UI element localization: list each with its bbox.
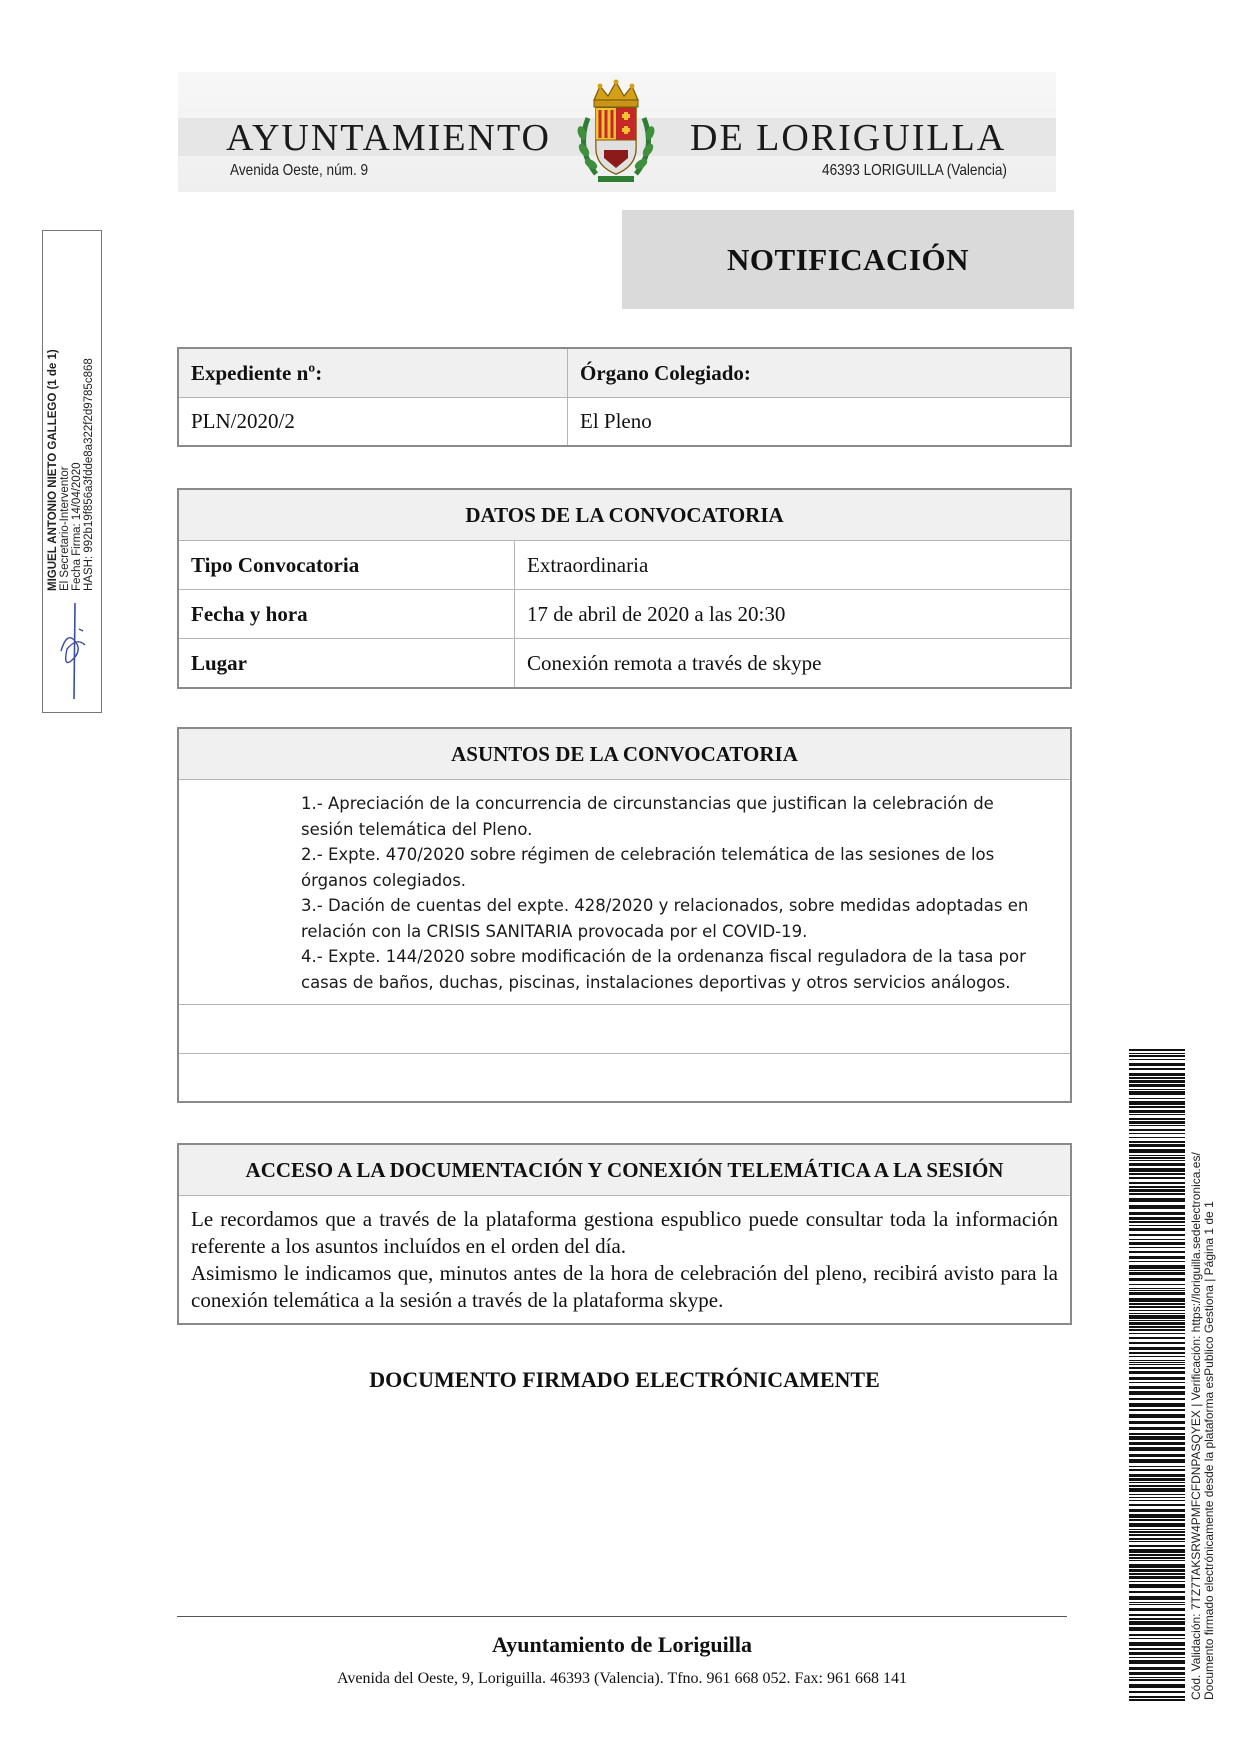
validation-line: Documento firmado electrónicamente desde la plataforma esPublico Gestiona | Página 1 de 1 bbox=[1202, 1201, 1216, 1700]
barcode-bar bbox=[1129, 1080, 1185, 1083]
barcode-bar bbox=[1129, 1242, 1185, 1245]
handwritten-signature-icon bbox=[53, 601, 93, 701]
barcode-bar bbox=[1129, 1371, 1185, 1374]
header-title-left: AYUNTAMIENTO bbox=[226, 117, 551, 159]
barcode-bar bbox=[1129, 1077, 1185, 1079]
barcode-bar bbox=[1129, 1091, 1185, 1095]
barcode-bar bbox=[1129, 1367, 1185, 1369]
asuntos-line: 3.- Dación de cuentas del expte. 428/2020 y relacionados, sobre medidas adoptadas en bbox=[301, 896, 1029, 915]
barcode-bar bbox=[1129, 1110, 1185, 1113]
barcode-bar bbox=[1129, 1602, 1185, 1603]
barcode-bar bbox=[1129, 1466, 1185, 1467]
barcode-bar bbox=[1129, 1469, 1185, 1471]
coat-of-arms-icon bbox=[566, 78, 666, 188]
barcode-bar bbox=[1129, 1205, 1185, 1209]
barcode-bar bbox=[1129, 1409, 1185, 1411]
asuntos-header-row bbox=[179, 729, 1070, 779]
barcode-bar bbox=[1129, 1342, 1185, 1344]
barcode-bar bbox=[1129, 1326, 1185, 1328]
barcode-bar bbox=[1129, 1217, 1185, 1220]
barcode-bar bbox=[1129, 1403, 1185, 1407]
barcode-bar bbox=[1129, 1667, 1185, 1670]
acceso-header-row bbox=[179, 1145, 1070, 1195]
barcode-bar bbox=[1129, 1573, 1185, 1575]
asuntos-line: casas de baños, duchas, piscinas, instalaciones deportivas y otros servicios análogos. bbox=[301, 972, 1011, 992]
barcode-bar bbox=[1129, 1068, 1185, 1070]
barcode-bar bbox=[1129, 1352, 1185, 1354]
stamp-line: HASH: 992b19f856a3fdde8a322f2d9785c868 bbox=[83, 358, 95, 591]
barcode-bar bbox=[1129, 1320, 1185, 1321]
organo-value: El Pleno bbox=[567, 398, 1070, 445]
barcode-bar bbox=[1129, 1364, 1185, 1365]
barcode-bar bbox=[1129, 1055, 1185, 1057]
barcode-bar bbox=[1129, 1121, 1185, 1124]
signature-stamp-text bbox=[47, 251, 95, 591]
barcode-bar bbox=[1129, 1089, 1185, 1090]
barcode-bar bbox=[1129, 1053, 1185, 1054]
barcode-bar bbox=[1129, 1098, 1185, 1099]
barcode-bar bbox=[1129, 1084, 1185, 1087]
datos-table bbox=[177, 488, 1072, 689]
barcode-bar bbox=[1129, 1168, 1185, 1172]
barcode-bar bbox=[1129, 1519, 1185, 1521]
barcode-bar bbox=[1129, 1177, 1185, 1179]
row-label: Tipo Convocatoria bbox=[191, 552, 360, 577]
barcode-bar bbox=[1129, 1221, 1185, 1223]
barcode-bar bbox=[1129, 1500, 1185, 1501]
barcode-bar bbox=[1129, 1182, 1185, 1184]
stamp-line: Fecha Firma: 14/04/2020 bbox=[71, 462, 83, 591]
barcode-bar bbox=[1129, 1265, 1185, 1269]
barcode-bar bbox=[1129, 1504, 1185, 1506]
barcode-bar bbox=[1129, 1478, 1185, 1481]
stamp-line: MIGUEL ANTONIO NIETO GALLEGO (1 de 1) bbox=[47, 349, 59, 591]
barcode-bar bbox=[1129, 1538, 1185, 1540]
asuntos-line: sesión telemática del Pleno. bbox=[301, 819, 533, 839]
barcode-bar bbox=[1129, 1614, 1185, 1616]
barcode-bar bbox=[1129, 1627, 1185, 1631]
barcode-bar bbox=[1129, 1186, 1185, 1188]
barcode-bar bbox=[1129, 1554, 1185, 1556]
barcode-bar bbox=[1129, 1684, 1185, 1688]
row-value: 17 de abril de 2020 a las 20:30 bbox=[514, 590, 1070, 638]
barcode-bar bbox=[1129, 1137, 1185, 1138]
barcode-bar bbox=[1129, 1581, 1185, 1582]
acceso-table bbox=[177, 1143, 1072, 1325]
barcode-bar bbox=[1129, 1576, 1185, 1579]
organo-label: Órgano Colegiado: bbox=[567, 349, 1070, 397]
barcode-bar bbox=[1129, 1377, 1185, 1380]
barcode-bar bbox=[1129, 1315, 1185, 1319]
barcode-bar bbox=[1129, 1251, 1185, 1253]
barcode-bar bbox=[1129, 1433, 1185, 1435]
barcode-bar bbox=[1129, 1648, 1185, 1650]
barcode-bar bbox=[1129, 1386, 1185, 1389]
barcode-bar bbox=[1129, 1313, 1185, 1314]
barcode-bar bbox=[1129, 1604, 1185, 1605]
barcode-bar bbox=[1129, 1333, 1185, 1334]
barcode-bar bbox=[1129, 1144, 1185, 1147]
barcode-bar bbox=[1129, 1360, 1185, 1361]
barcode-bar bbox=[1129, 1247, 1185, 1248]
barcode-bar bbox=[1129, 1239, 1185, 1240]
barcode-bar bbox=[1129, 1398, 1185, 1400]
barcode-bar bbox=[1129, 1270, 1185, 1271]
barcode-bar bbox=[1129, 1329, 1185, 1331]
barcode-bar bbox=[1129, 1347, 1185, 1350]
barcode-bar bbox=[1129, 1414, 1185, 1418]
barcode-bar bbox=[1129, 1497, 1185, 1498]
barcode-bar bbox=[1129, 1564, 1185, 1568]
expediente-table bbox=[177, 347, 1072, 447]
barcode-bar bbox=[1129, 1660, 1185, 1664]
barcode-bar bbox=[1129, 1118, 1185, 1120]
header-address-left: Avenida Oeste, núm. 9 bbox=[230, 162, 369, 179]
barcode-bar bbox=[1129, 1696, 1185, 1698]
barcode-bar bbox=[1129, 1234, 1185, 1236]
barcode-bar bbox=[1129, 1306, 1185, 1308]
barcode-bar bbox=[1129, 1141, 1185, 1143]
barcode-bar bbox=[1129, 1436, 1185, 1440]
barcode-bar bbox=[1129, 1474, 1185, 1477]
validation-line: Cód. Validación: 7TZ7TAKSRW4PMFCFDNPASQYEX | Verificación: https://loriguilla.sedelectronica.es/ bbox=[1189, 1152, 1203, 1700]
acceso-paragraph: Asimismo le indicamos que, minutos antes de la hora de celebración del pleno, recibirá avisto para la conexión telemática a la sesión a través de la plataforma skype. bbox=[191, 1261, 1058, 1312]
barcode-bar bbox=[1129, 1509, 1185, 1512]
barcode-bar bbox=[1129, 1212, 1185, 1215]
validation-text bbox=[1190, 1100, 1216, 1700]
datos-title: DATOS DE LA CONVOCATORIA bbox=[465, 502, 784, 527]
barcode-bar bbox=[1129, 1198, 1185, 1202]
barcode-bar bbox=[1129, 1125, 1185, 1126]
barcode-bar bbox=[1129, 1228, 1185, 1231]
row-label: Fecha y hora bbox=[191, 601, 308, 626]
barcode-bar bbox=[1129, 1163, 1185, 1166]
empty-row bbox=[179, 1004, 1070, 1053]
row-value: Extraordinaria bbox=[514, 541, 1070, 589]
barcode-bar bbox=[1129, 1310, 1185, 1311]
barcode-bar bbox=[1129, 1427, 1185, 1430]
barcode-bar bbox=[1129, 1362, 1185, 1363]
asuntos-table bbox=[177, 727, 1072, 1103]
asuntos-line: 1.- Apreciación de la concurrencia de circunstancias que justifican la celebración de bbox=[301, 794, 994, 813]
barcode-bar bbox=[1129, 1454, 1185, 1457]
expediente-value-row bbox=[179, 397, 1070, 445]
barcode-bar bbox=[1129, 1672, 1185, 1675]
expediente-header-row bbox=[179, 349, 1070, 397]
header-address-right: 46393 LORIGUILLA (Valencia) bbox=[822, 162, 1007, 179]
table-row bbox=[179, 638, 1070, 687]
barcode-bar bbox=[1129, 1549, 1185, 1553]
barcode-bar bbox=[1129, 1545, 1185, 1547]
barcode-bar bbox=[1129, 1677, 1185, 1678]
barcode-bar bbox=[1129, 1638, 1185, 1639]
barcode-bar bbox=[1129, 1049, 1185, 1051]
barcode-bar bbox=[1129, 1494, 1185, 1495]
asuntos-title: ASUNTOS DE LA CONVOCATORIA bbox=[451, 741, 798, 766]
barcode-bar bbox=[1129, 1149, 1185, 1153]
barcode-bar bbox=[1129, 1447, 1185, 1451]
footer-address: Avenida del Oeste, 9, Loriguilla. 46393 (Valencia). Tfno. 961 668 052. Fax: 961 668 141 bbox=[337, 1670, 907, 1687]
barcode-bar bbox=[1129, 1531, 1185, 1533]
barcode-bar bbox=[1129, 1596, 1185, 1600]
barcode-bar bbox=[1129, 1173, 1185, 1175]
barcode-bar bbox=[1129, 1298, 1185, 1302]
barcode-bar bbox=[1129, 1557, 1185, 1559]
barcode-bar bbox=[1129, 1621, 1185, 1625]
signed-notice: DOCUMENTO FIRMADO ELECTRÓNICAMENTE bbox=[369, 1367, 880, 1392]
barcode-bar bbox=[1129, 1290, 1185, 1291]
barcode-icon bbox=[1129, 1049, 1185, 1701]
barcode-bar bbox=[1129, 1337, 1185, 1339]
footer-divider bbox=[177, 1616, 1067, 1617]
header-title-right: DE LORIGUILLA bbox=[690, 117, 1007, 159]
barcode-bar bbox=[1129, 1284, 1185, 1285]
empty-row bbox=[179, 1053, 1070, 1101]
barcode-bar bbox=[1129, 1261, 1185, 1262]
barcode-bar bbox=[1129, 1288, 1185, 1289]
datos-header-row bbox=[179, 490, 1070, 540]
barcode-bar bbox=[1129, 1155, 1185, 1156]
barcode-bar bbox=[1129, 1482, 1185, 1483]
barcode-bar bbox=[1129, 1133, 1185, 1134]
barcode-bar bbox=[1129, 1256, 1185, 1259]
barcode-bar bbox=[1129, 1634, 1185, 1636]
acceso-body bbox=[179, 1195, 1070, 1323]
asuntos-line: 2.- Expte. 470/2020 sobre régimen de celebración telemática de las sesiones de los bbox=[301, 845, 995, 864]
barcode-bar bbox=[1129, 1523, 1185, 1527]
barcode-bar bbox=[1129, 1193, 1185, 1195]
barcode-bar bbox=[1129, 1421, 1185, 1424]
barcode-bar bbox=[1129, 1278, 1185, 1281]
barcode-bar bbox=[1129, 1101, 1185, 1105]
barcode-bar bbox=[1129, 1652, 1185, 1655]
asuntos-line: relación con la CRISIS SANITARIA provocada por el COVID-19. bbox=[301, 921, 808, 941]
barcode-bar bbox=[1129, 1591, 1185, 1593]
table-row bbox=[179, 540, 1070, 589]
barcode-bar bbox=[1129, 1534, 1185, 1536]
barcode-bar bbox=[1129, 1225, 1185, 1226]
barcode-bar bbox=[1129, 1272, 1185, 1275]
barcode-bar bbox=[1129, 1063, 1185, 1066]
stamp-line: El Secretario-Interventor bbox=[59, 466, 71, 591]
barcode-bar bbox=[1129, 1189, 1185, 1192]
barcode-bar bbox=[1129, 1129, 1185, 1131]
barcode-bar bbox=[1129, 1541, 1185, 1542]
barcode-bar bbox=[1129, 1073, 1185, 1076]
footer-name: Ayuntamiento de Loriguilla bbox=[492, 1632, 752, 1657]
barcode-bar bbox=[1129, 1356, 1185, 1357]
barcode-bar bbox=[1129, 1106, 1185, 1108]
barcode-bar bbox=[1129, 1618, 1185, 1620]
expediente-label: Expediente nº: bbox=[191, 360, 323, 385]
table-row bbox=[179, 589, 1070, 638]
barcode-bar bbox=[1129, 1699, 1185, 1701]
barcode-bar bbox=[1129, 1608, 1185, 1611]
asuntos-line: órganos colegiados. bbox=[301, 870, 467, 890]
signature-stamp bbox=[42, 230, 102, 713]
barcode-bar bbox=[1129, 1459, 1185, 1463]
barcode-bar bbox=[1129, 1303, 1185, 1305]
barcode-bar bbox=[1129, 1114, 1185, 1115]
asuntos-body bbox=[179, 779, 1070, 1004]
row-value: Conexión remota a través de skype bbox=[514, 639, 1070, 687]
barcode-bar bbox=[1129, 1157, 1185, 1159]
acceso-title: ACCESO A LA DOCUMENTACIÓN Y CONEXIÓN TELEMÁTICA A LA SESIÓN bbox=[245, 1157, 1004, 1182]
barcode-bar bbox=[1129, 1059, 1185, 1060]
barcode-bar bbox=[1129, 1382, 1185, 1383]
barcode-bar bbox=[1129, 1488, 1185, 1492]
barcode-bar bbox=[1129, 1679, 1185, 1681]
barcode-bar bbox=[1129, 1485, 1185, 1487]
asuntos-line: 4.- Expte. 144/2020 sobre modificación de la ordenanza fiscal reguladora de la tasa por bbox=[301, 947, 1026, 966]
barcode-bar bbox=[1129, 1642, 1185, 1646]
barcode-bar bbox=[1129, 1442, 1185, 1445]
expediente-value: PLN/2020/2 bbox=[191, 409, 295, 433]
barcode-bar bbox=[1129, 1569, 1185, 1572]
barcode-bar bbox=[1129, 1322, 1185, 1325]
barcode-bar bbox=[1129, 1657, 1185, 1658]
barcode-bar bbox=[1129, 1160, 1185, 1161]
acceso-paragraph: Le recordamos que a través de la plataforma gestiona espublico puede consultar toda la información referente a los asuntos incluídos en el orden del día. bbox=[191, 1207, 1058, 1258]
barcode-bar bbox=[1129, 1584, 1185, 1588]
barcode-bar bbox=[1129, 1292, 1185, 1295]
barcode-bar bbox=[1129, 1391, 1185, 1395]
row-label: Lugar bbox=[191, 650, 248, 675]
barcode-bar bbox=[1129, 1560, 1185, 1561]
barcode-bar bbox=[1129, 1514, 1185, 1518]
notification-title: NOTIFICACIÓN bbox=[622, 210, 1074, 309]
barcode-bar bbox=[1129, 1529, 1185, 1530]
barcode-bar bbox=[1129, 1691, 1185, 1693]
